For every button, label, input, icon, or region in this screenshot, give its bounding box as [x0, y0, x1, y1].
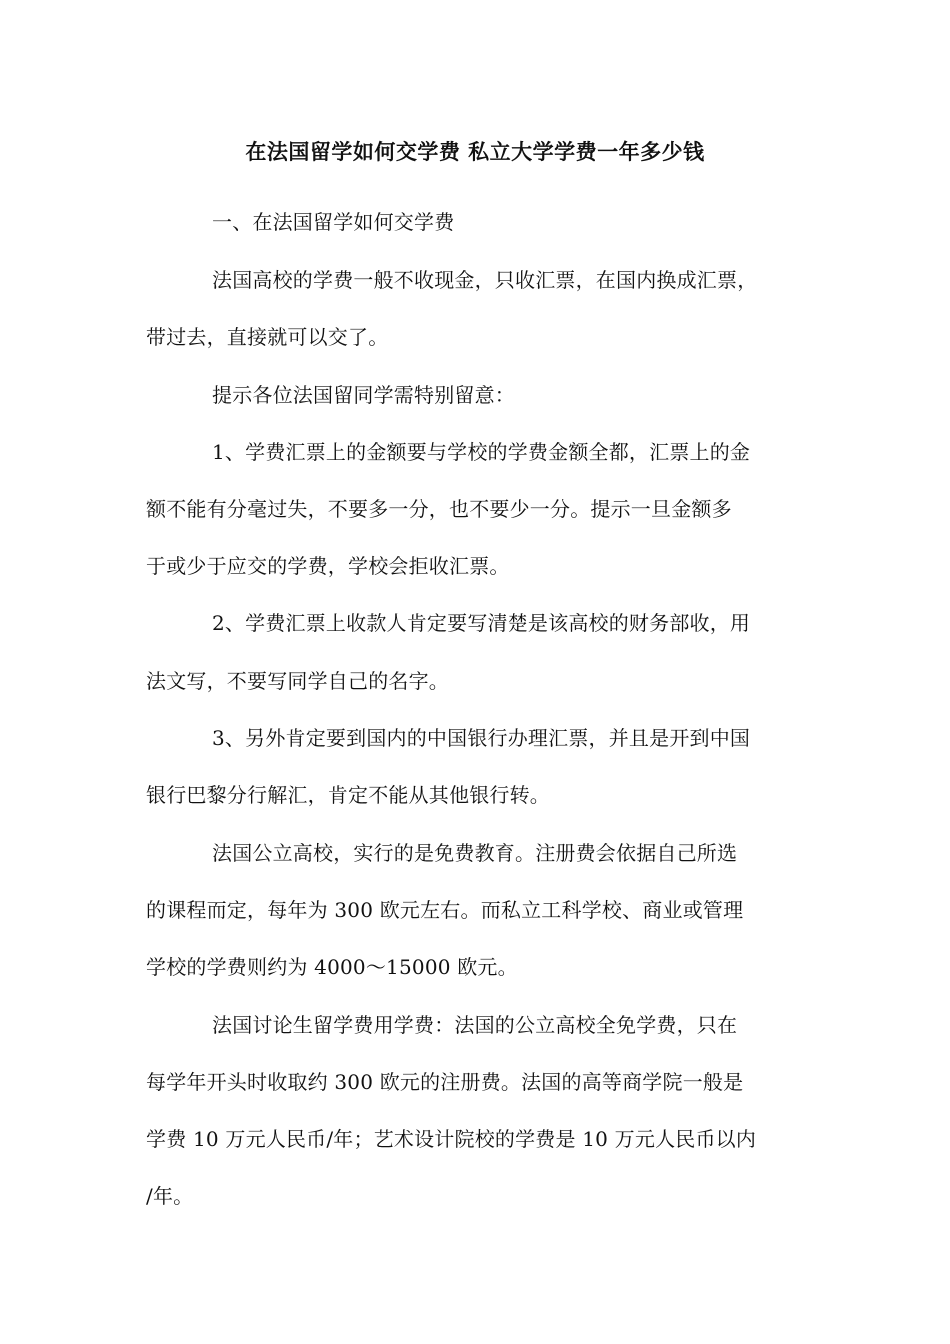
section-heading: 一、在法国留学如何交学费 — [212, 210, 455, 234]
paragraph-line: 法国公立高校，实行的是免费教育。注册费会依据自己所选 — [212, 841, 738, 865]
paragraph-line: 法文写，不要写同学自己的名字。 — [146, 669, 449, 693]
paragraph-line: 法国讨论生留学费用学费：法国的公立高校全免学费，只在 — [212, 1013, 738, 1037]
paragraph-line: 学校的学费则约为 4000～15000 欧元。 — [146, 955, 518, 979]
paragraph-line: 1、学费汇票上的金额要与学校的学费金额全都，汇票上的金 — [212, 440, 751, 464]
paragraph-line: 学费 10 万元人民币/年；艺术设计院校的学费是 10 万元人民币以内 — [146, 1127, 757, 1151]
paragraph-line: 的课程而定，每年为 300 欧元左右。而私立工科学校、商业或管理 — [146, 898, 744, 922]
document-title: 在法国留学如何交学费 私立大学学费一年多少钱 — [245, 140, 705, 164]
paragraph-line: 于或少于应交的学费，学校会拒收汇票。 — [146, 554, 510, 578]
paragraph-line: 2、学费汇票上收款人肯定要写清楚是该高校的财务部收，用 — [212, 611, 751, 635]
paragraph-line: 法国高校的学费一般不收现金，只收汇票，在国内换成汇票， — [212, 268, 758, 292]
paragraph-line: 额不能有分毫过失，不要多一分，也不要少一分。提示一旦金额多 — [146, 497, 732, 521]
paragraph-line: 提示各位法国留同学需特别留意： — [212, 383, 515, 407]
paragraph-line: 银行巴黎分行解汇，肯定不能从其他银行转。 — [146, 783, 550, 807]
paragraph-line: 每学年开头时收取约 300 欧元的注册费。法国的高等商学院一般是 — [146, 1070, 744, 1094]
paragraph-line: 带过去，直接就可以交了。 — [146, 325, 389, 349]
paragraph-line: 3、另外肯定要到国内的中国银行办理汇票，并且是开到中国 — [212, 726, 751, 750]
paragraph-line: /年。 — [146, 1184, 194, 1208]
